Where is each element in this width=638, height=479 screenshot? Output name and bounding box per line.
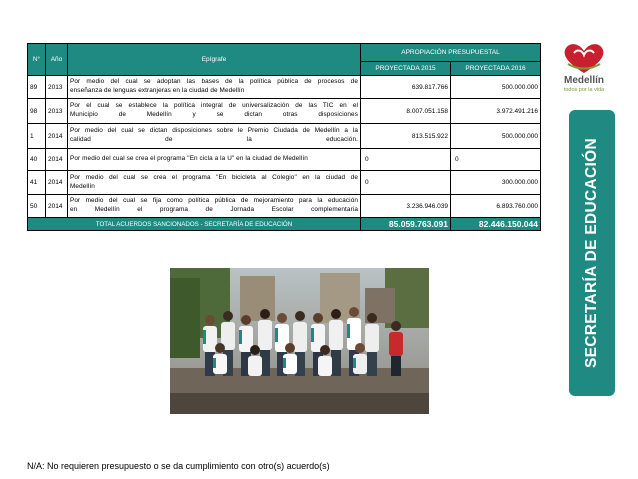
epigrafe-line-2: enseñanza de lenguas extranjeras en la ciudad de Medellín xyxy=(70,87,245,94)
cell-epigrafe xyxy=(68,171,361,195)
total-row xyxy=(28,218,541,231)
header-n: N° xyxy=(28,44,46,76)
epigrafe-line-1: Por medio del cual se crea el programa "En bicicleta al Colegio" en la ciudad de xyxy=(70,173,358,181)
epigrafe-line-2: Medellín xyxy=(70,182,95,190)
footnote: N/A: No requieren presupuesto o se da cumplimiento con otro(s) acuerdo(s) xyxy=(27,461,330,471)
table-row xyxy=(28,76,541,99)
logo-tagline: todos por la vida xyxy=(563,87,605,93)
cell-proyectada-2015: 8.007.051.158 xyxy=(361,99,451,124)
epigrafe-line-2: Municipio de Medellín y se dictan otras disposiciones xyxy=(70,111,358,118)
epigrafe-line-2: calidad de la educación. xyxy=(70,136,358,143)
cell-n: 40 xyxy=(28,149,46,171)
cell-n: 89 xyxy=(28,76,46,99)
header-apropiacion: APROPIACIÓN PRESUPUESTAL xyxy=(361,44,541,62)
header-anio: Año xyxy=(46,44,68,76)
cell-epigrafe xyxy=(68,99,361,124)
total-proyectada-2015: 85.059.763.091 xyxy=(361,218,451,231)
cell-proyectada-2016: 0 xyxy=(451,149,541,171)
total-proyectada-2016: 82.446.150.044 xyxy=(451,218,541,231)
table-row xyxy=(28,195,541,218)
cell-anio: 2014 xyxy=(46,195,68,218)
table-row xyxy=(28,124,541,149)
epigrafe-line-1: Por el cual se establece la política integral de universalización de las TIC en el xyxy=(70,102,358,110)
cell-proyectada-2015: 813.515.922 xyxy=(361,124,451,149)
cell-epigrafe xyxy=(68,124,361,149)
cell-anio: 2014 xyxy=(46,124,68,149)
table-row xyxy=(28,171,541,195)
cell-anio: 2013 xyxy=(46,99,68,124)
header-epigrafe: Epígrafe xyxy=(68,44,361,76)
section-title: SECRETARÍA DE EDUCACIÓN xyxy=(583,138,600,368)
table-row xyxy=(28,149,541,171)
cell-proyectada-2015: 0 xyxy=(361,149,451,171)
cell-epigrafe xyxy=(68,195,361,218)
heart-logo-icon xyxy=(544,40,624,76)
cell-proyectada-2016: 3.972.491.216 xyxy=(451,99,541,124)
header-proyectada-2015: PROYECTADA 2015 xyxy=(361,62,451,76)
table-row xyxy=(28,99,541,124)
group-photo xyxy=(170,268,429,414)
cell-proyectada-2015: 0 xyxy=(361,171,451,195)
cell-proyectada-2015: 639.817.766 xyxy=(361,76,451,99)
total-label: TOTAL ACUERDOS SANCIONADOS - SECRETARÍA DE EDUCACIÓN xyxy=(28,218,361,231)
cell-anio: 2014 xyxy=(46,171,68,195)
medellin-logo xyxy=(544,40,624,96)
cell-proyectada-2016: 500.000.000 xyxy=(451,76,541,99)
cell-anio: 2013 xyxy=(46,76,68,99)
cell-proyectada-2016: 300.000.000 xyxy=(451,171,541,195)
cell-n: 41 xyxy=(28,171,46,195)
epigrafe-line-1: Por medio del cual se crea el programa "En cicla a la U" en la ciudad de Medellín xyxy=(70,155,308,163)
epigrafe-line-2: en Medellín el programa de Jornada Escolar complementaria xyxy=(70,206,358,213)
cell-proyectada-2016: 6.893.760.000 xyxy=(451,195,541,218)
header-proyectada-2016: PROYECTADA 2016 xyxy=(451,62,541,76)
cell-epigrafe xyxy=(68,76,361,99)
section-banner xyxy=(569,110,615,396)
epigrafe-line-1: Por medio del cual se adoptan las bases de la política pública de procesos de xyxy=(70,78,358,86)
cell-epigrafe xyxy=(68,149,361,171)
epigrafe-line-1: Por medio del cual se dictan disposiciones sobre le Premio Ciudada de Medellín a la xyxy=(70,127,358,135)
cell-n: 50 xyxy=(28,195,46,218)
group-photo-image xyxy=(170,268,429,414)
cell-anio: 2014 xyxy=(46,149,68,171)
cell-proyectada-2016: 500.000.000 xyxy=(451,124,541,149)
epigrafe-line-1: Por medio del cual se fija como política pública de mejoramiento para la educación xyxy=(70,197,358,205)
budget-table xyxy=(27,43,541,231)
logo-name: Medellín xyxy=(563,75,604,86)
cell-n: 1 xyxy=(28,124,46,149)
cell-proyectada-2015: 3.236.946.039 xyxy=(361,195,451,218)
cell-n: 98 xyxy=(28,99,46,124)
